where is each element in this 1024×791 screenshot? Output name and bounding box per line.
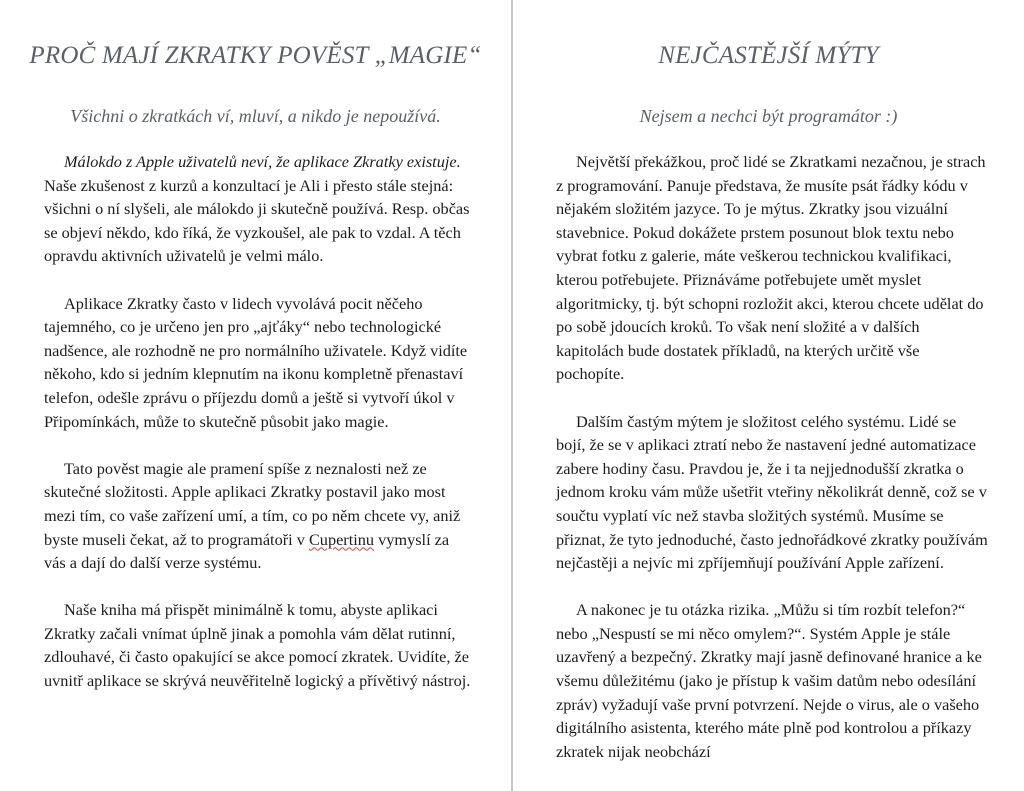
paragraph (44, 292, 474, 434)
chapter-title: NEJČASTĚJŠÍ MÝTY (658, 42, 879, 69)
paragraph (556, 598, 988, 763)
paragraph (556, 150, 988, 386)
chapter-subtitle: Nejsem a nechci být programátor :) (639, 106, 898, 126)
paragraph-lead-italic: Málokdo z Apple uživatelů neví, že aplikace Zkratky existuje. (64, 152, 461, 171)
paragraph (44, 457, 474, 575)
paragraph (44, 598, 474, 692)
body-text (556, 150, 988, 787)
left-page (0, 0, 511, 791)
paragraph-text: Dalším častým mýtem je složitost celého systému. Lidé se bojí, že se v aplikaci ztratí nebo že nastavení jedné automatizace zabere hodiny času. Pravdou je, že i ta nejjednodušší zkratka o jednom kroku vám může ušetřit vteřiny několikrát denně, což se v součtu vyplatí víc než stavba složitých systémů. Musíme se přiznat, že tyto jednoduché, často jednořádkové zkratky používám nejčastěji a nejvíc mi zpříjemňují používání Apple zařízení. (556, 411, 988, 573)
paragraph (44, 150, 474, 268)
paragraph-text: Aplikace Zkratky často v lidech vyvolává pocit něčeho tajemného, co je určeno jen pro „ajťáky“ nebo technologické nadšence, ale rozhodně ne pro normálního uživatele. Když vidíte někoho, kdo si jedním klepnutím na ikonu kompletně přenastaví telefon, odešle zprávu o příjezdu domů a ještě si vytvoří úkol v Připomínkách, může to skutečně působit jako magie. (44, 293, 468, 431)
paragraph-text: Největší překážkou, proč lidé se Zkratkami nezačnou, je strach z programování. Panuje představa, že musíte psát řádky kódu v nějakém složitém jazyce. To je mýtus. Zkratky jsou vizuální stavebnice. Pokud dokážete prstem posunout blok textu nebo vybrat fotku z galerie, máte veškerou technickou kvalifikaci, kterou potřebujete. Přiznáváme potřebujete umět myslet algoritmicky, tj. být schopni rozložit akci, kterou chcete udělat do po sobě jdoucích kroků. To však není složité a v dalších kapitolách bude dostatek příkladů, na kterých určitě vše pochopíte. (556, 152, 986, 384)
body-text (44, 150, 474, 716)
chapter-subtitle: Všichni o zkratkách ví, mluví, a nikdo je nepoužívá. (70, 106, 441, 126)
paragraph-text: A nakonec je tu otázka rizika. „Můžu si tím rozbít telefon?“ nebo „Nespustí se mi něco omylem?“. Systém Apple je stále uzavřený a bezpečný. Zkratky mají jasně definované hranice a ke všemu důležitému (jako je přístup k vašim datům nebo odesílání zpráv) vyžadují vaše první potvrzení. Nejde o virus, ale o vašeho digitálního asistenta, kterého máte plně pod kontrolou a příkazy zkratek nijak neobchází (556, 600, 982, 761)
paragraph-text: Naše kniha má přispět minimálně k tomu, abyste aplikaci Zkratky začali vnímat úplně jinak a pomohla vám dělat rutinní, zdlouhavé, či často opakující se akce pomocí zkratek. Uvidíte, že uvnitř aplikace se skrývá neuvěřitelně logický a přívětivý nástroj. (44, 600, 471, 691)
paragraph (556, 410, 988, 575)
chapter-title: PROČ MAJÍ ZKRATKY POVĚST „MAGIE“ (29, 42, 482, 69)
paragraph-text: Tato pověst magie ale pramení spíše z neznalosti než ze skutečné složitosti. Apple aplikaci Zkratky postavil jako most mezi tím, co vaše zařízení umí, a tím, co po něm chcete vy, aniž byste museli čekat, až to programátoři v (44, 458, 461, 549)
right-page (513, 0, 1024, 791)
paragraph-text: vymyslí za vás a dají do další verze systému. (44, 529, 450, 573)
paragraph-text: Naše zkušenost z kurzů a konzultací je Ali i přesto stále stejná: všichni o ní slyšeli, ale málokdo ji skutečně používá. Resp. občas se objeví někdo, kdo říká, že vyzkoušel, ale pak to vzdal. A těch opravdu aktivních uživatelů je velmi málo. (44, 175, 470, 266)
spellcheck-flagged-word[interactable]: Cupertinu (308, 529, 375, 549)
